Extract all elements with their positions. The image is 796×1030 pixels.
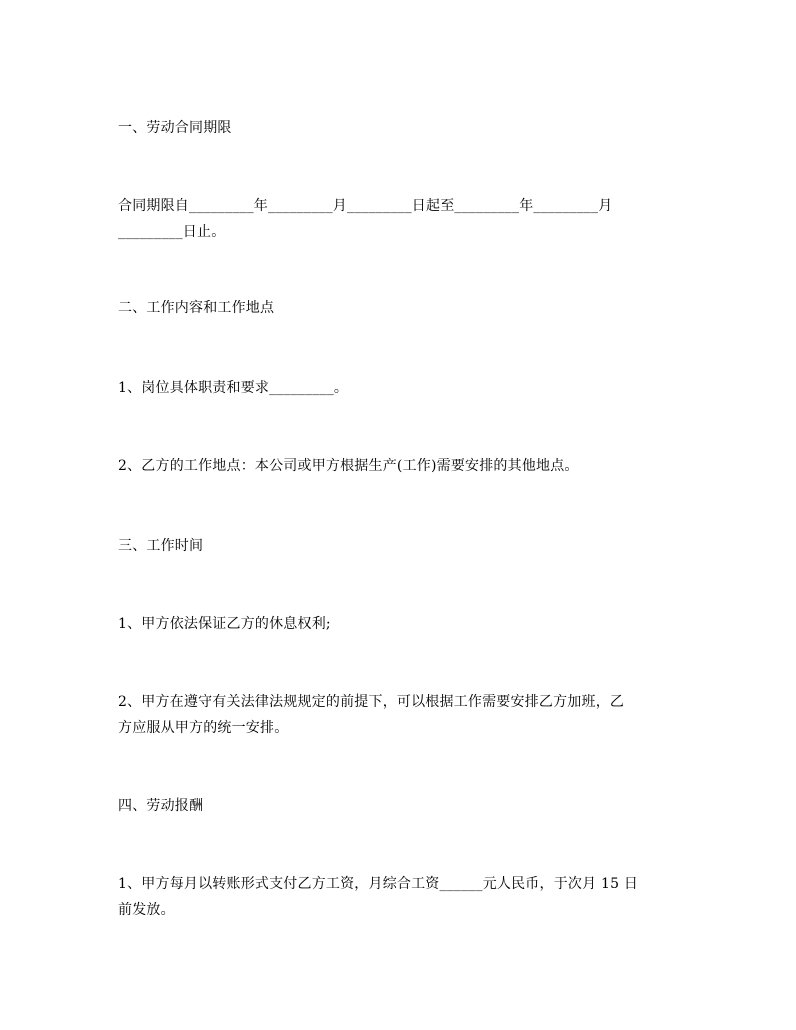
salary-paragraph-line-2: 前发放。	[118, 902, 175, 918]
contract-term-line-2: _________日止。	[118, 224, 226, 240]
section-heading-contract-term: 一、劳动合同期限	[118, 120, 232, 136]
salary-paragraph-line-1: 1、甲方每月以转账形式支付乙方工资，月综合工资______元人民币，于次月 15 日	[118, 876, 639, 892]
section-heading-work-content: 二、工作内容和工作地点	[118, 300, 275, 316]
contract-term-line-1: 合同期限自_________年_________月_________日起至_________年_________月	[118, 198, 613, 214]
overtime-paragraph-line-1: 2、甲方在遵守有关法律法规规定的前提下，可以根据工作需要安排乙方加班，乙	[118, 694, 625, 710]
overtime-paragraph-line-2: 方应服从甲方的统一安排。	[118, 720, 289, 736]
section-heading-work-time: 三、工作时间	[118, 538, 204, 554]
work-location-paragraph: 2、乙方的工作地点：本公司或甲方根据生产(工作)需要安排的其他地点。	[118, 458, 579, 474]
job-duties-paragraph: 1、岗位具体职责和要求_________。	[118, 380, 349, 396]
rest-rights-paragraph: 1、甲方依法保证乙方的休息权利;	[118, 616, 331, 632]
section-heading-remuneration: 四、劳动报酬	[118, 798, 204, 814]
